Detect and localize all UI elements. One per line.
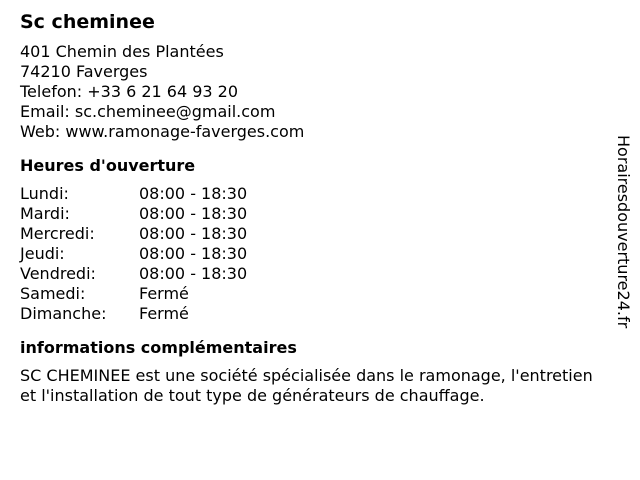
hours-row-tuesday [20,204,610,224]
website-url[interactable]: Web: www.ramonage-faverges.com [20,122,305,141]
business-card [20,10,610,406]
time-value: Fermé [139,284,189,303]
time-value: 08:00 - 18:30 [139,264,248,283]
hours-row-wednesday [20,224,610,244]
address-city: 74210 Faverges [20,62,148,81]
day-label: Mercredi: [20,224,95,243]
hours-row-sunday [20,304,610,324]
day-label: Dimanche: [20,304,107,323]
day-label: Lundi: [20,184,69,203]
hours-row-friday [20,264,610,284]
hours-row-monday [20,184,610,204]
time-value: Fermé [139,304,189,323]
time-value: 08:00 - 18:30 [139,184,248,203]
opening-hours-heading: Heures d'ouverture [20,156,196,175]
hours-row-thursday [20,244,610,264]
address-street: 401 Chemin des Plantées [20,42,224,61]
day-label: Vendredi: [20,264,96,283]
day-label: Mardi: [20,204,70,223]
day-label: Samedi: [20,284,86,303]
phone-number[interactable]: Telefon: +33 6 21 64 93 20 [20,82,239,101]
site-watermark: Horairesdouverture24.fr [614,135,633,329]
hours-row-saturday [20,284,610,304]
business-name: Sc cheminee [20,11,155,33]
time-value: 08:00 - 18:30 [139,204,248,223]
time-value: 08:00 - 18:30 [139,244,248,263]
opening-hours-table [20,184,610,324]
email-address[interactable]: Email: sc.cheminee@gmail.com [20,102,276,121]
additional-info-heading: informations complémentaires [20,338,297,357]
time-value: 08:00 - 18:30 [139,224,248,243]
day-label: Jeudi: [20,244,65,263]
additional-info-text: SC CHEMINEE est une société spécialisée dans le ramonage, l'entretien et l'installation de tout type de générateurs de chauffage. [20,366,593,405]
